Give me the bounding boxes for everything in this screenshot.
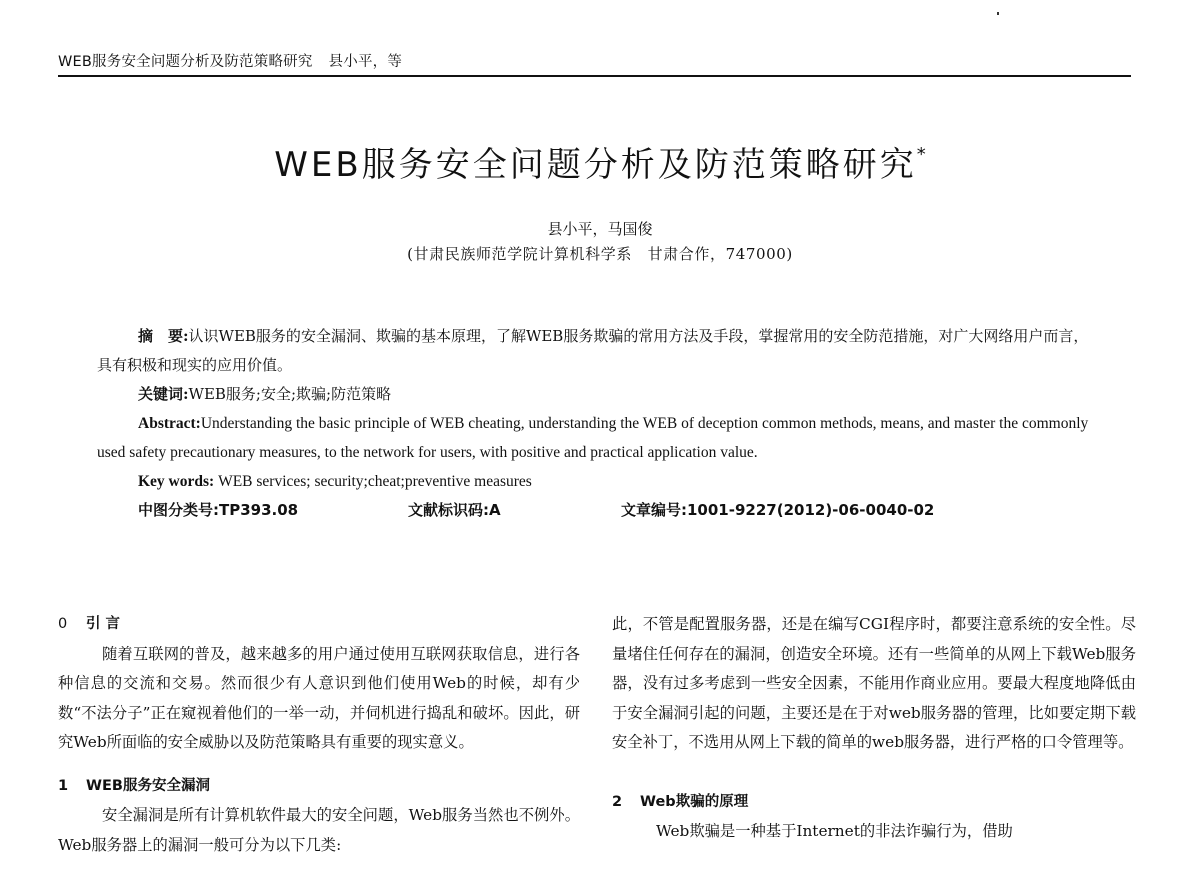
keywords-cn-label: 关键词: <box>138 385 189 403</box>
section-1-paragraph: 安全漏洞是所有计算机软件最大的安全问题，Web服务当然也不例外。Web服务器上的漏洞一般可分为以下几类: <box>58 806 580 854</box>
paper-authors: 县小平，马国俊 <box>547 220 653 238</box>
keywords-en <box>97 467 1101 496</box>
keywords-cn <box>97 380 1101 409</box>
keywords-en-text: WEB services; security;cheat;preventive measures <box>218 473 532 490</box>
clc-number: 中图分类号:TP393.08 <box>138 501 299 519</box>
abstract-en <box>97 409 1101 467</box>
paper-title <box>0 137 1200 186</box>
section-2-paragraph: Web欺骗是一种基于Internet的非法诈骗行为，借助 <box>656 822 1013 840</box>
document-code: 文献标识码:A <box>408 501 501 519</box>
keywords-cn-text: WEB服务;安全;欺骗;防范策略 <box>188 385 392 403</box>
left-column <box>58 610 580 860</box>
keywords-en-label: Key words: <box>138 473 215 490</box>
section-title: WEB服务安全漏洞 <box>86 777 210 794</box>
scan-speck <box>997 12 999 15</box>
running-header-title: WEB服务安全问题分析及防范策略研究 <box>58 54 313 70</box>
paper-title-text: WEB服务安全问题分析及防范策略研究 <box>274 145 917 185</box>
article-number: 文章编号:1001-9227(2012)-06-0040-02 <box>621 501 935 519</box>
header-rule <box>58 75 1131 77</box>
abstract-block <box>97 322 1101 525</box>
abstract-cn <box>97 322 1101 380</box>
continued-paragraph: 此，不管是配置服务器，还是在编写CGI程序时，都要注意系统的安全性。尽量堵住任何存在的漏洞，创造安全环境。还有一些简单的从网上下载Web服务器，没有过多考虑到一些安全因素，不能用作商业应用。要最大程度地降低由于安全漏洞引起的问题，主要还是在于对web服务器的管理，比如要定期下载安全补丁，不选用从网上下载的简单的web服务器，进行严格的口令管理等。 <box>612 615 1136 751</box>
section-title: 引 言 <box>86 616 121 632</box>
paper-affiliation: (甘肃民族师范学院计算机科学系 甘肃合作，747000) <box>407 245 793 263</box>
section-number: 2 <box>612 793 623 810</box>
section-heading-1 <box>58 772 580 802</box>
classification-line <box>97 496 1101 525</box>
abstract-cn-text: 认识WEB服务的安全漏洞、欺骗的基本原理，了解WEB服务欺骗的常用方法及手段，掌握常用的安全防范措施，对广大网络用户而言，具有积极和现实的应用价值。 <box>97 327 1089 374</box>
abstract-cn-label: 摘 要: <box>138 327 189 345</box>
section-number: 1 <box>58 777 69 794</box>
running-header-authors: 县小平，等 <box>328 54 403 70</box>
section-heading-intro <box>58 610 580 640</box>
section-number: 0 <box>58 616 68 632</box>
section-title: Web欺骗的原理 <box>640 793 749 810</box>
running-header <box>58 50 402 71</box>
title-footnote-mark: * <box>916 144 926 165</box>
right-column <box>612 610 1136 847</box>
abstract-en-text: Understanding the basic principle of WEB cheating, understanding the WEB of deception common methods, means, and master the commonly used safety precautionary measures, to the network for users, with positive and practical application value. <box>97 415 1089 461</box>
intro-paragraph: 随着互联网的普及，越来越多的用户通过使用互联网获取信息，进行各种信息的交流和交易。然而很少有人意识到他们使用Web的时候，却有少数“不法分子”正在窥视着他们的一举一动，并伺机进行捣乱和破坏。因此，研究Web所面临的安全威胁以及防范策略具有重要的现实意义。 <box>58 644 580 751</box>
section-heading-2 <box>612 788 1136 818</box>
abstract-en-label: Abstract: <box>138 415 201 432</box>
